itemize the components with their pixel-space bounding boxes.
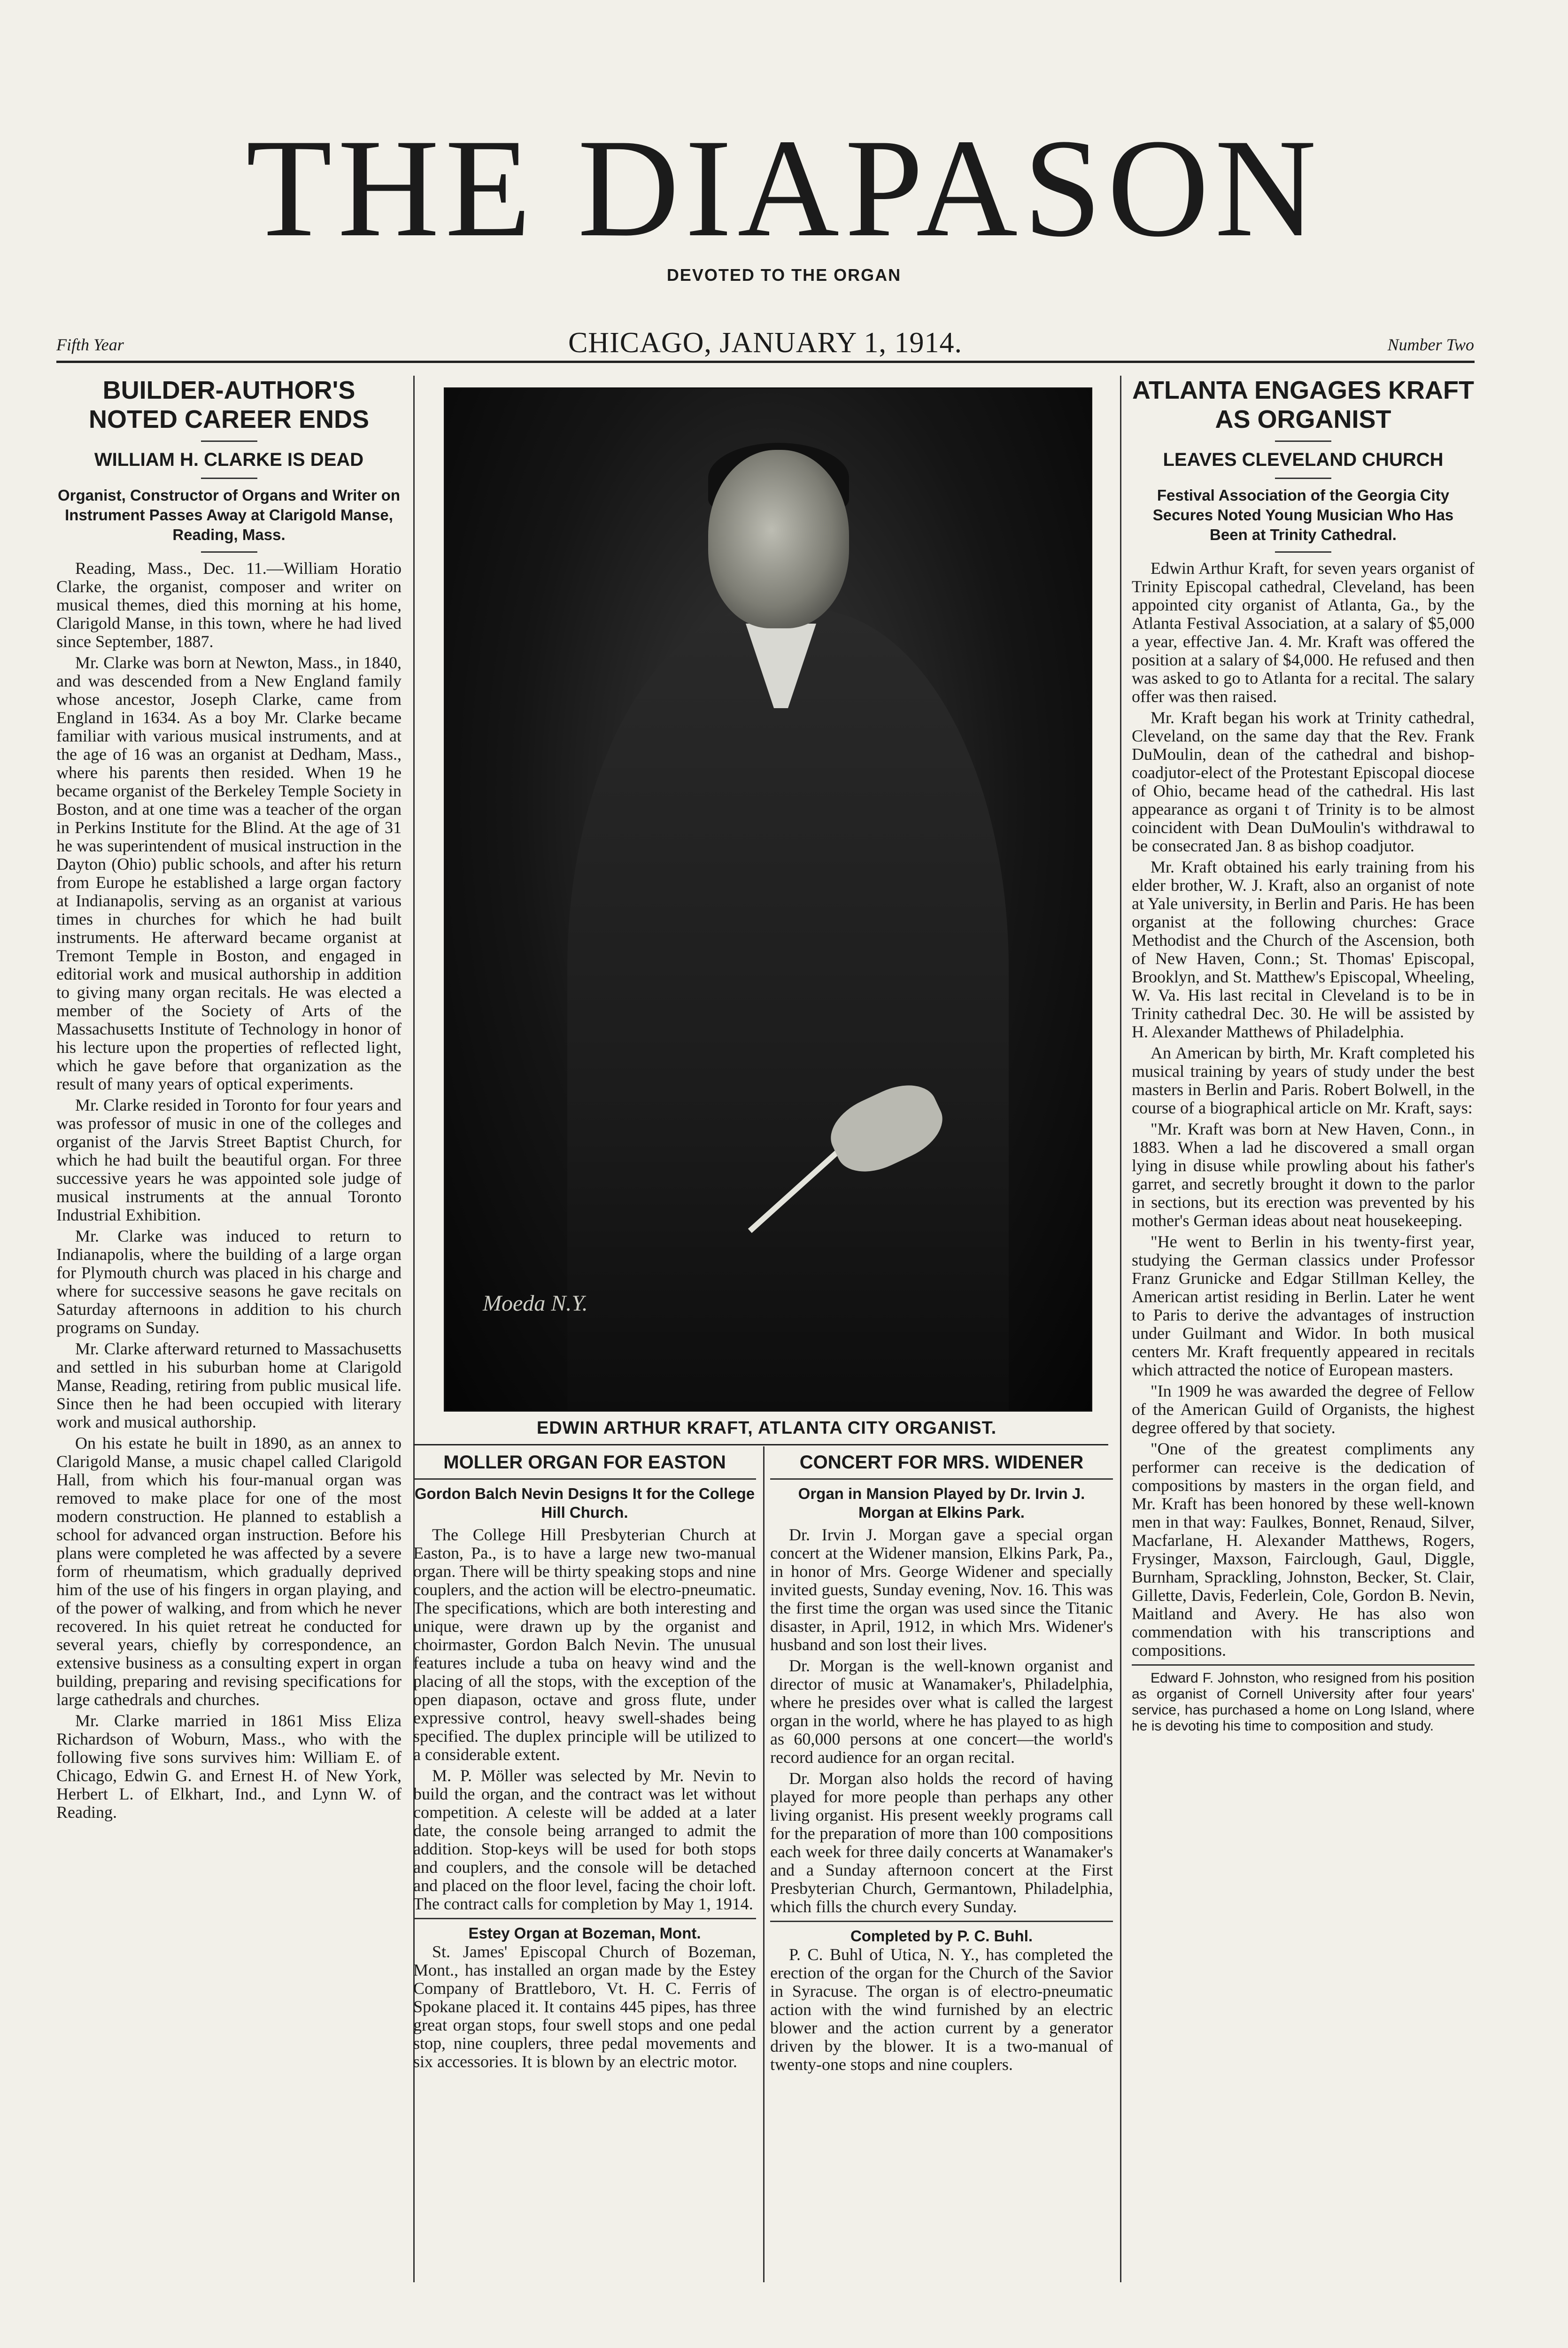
issue-number: Number Two (1387, 335, 1474, 354)
subhead-buhl: Completed by P. C. Buhl. (850, 1927, 1033, 1945)
article-moller (413, 1451, 756, 2074)
deck-clarke: Organist, Constructor of Organs and Writer on Instrument Passes Away at Clarigold Manse, Reading, Mass. (57, 487, 401, 543)
masthead-tagline: DEVOTED TO THE ORGAN (666, 265, 902, 285)
subhead-clarke: WILLIAM H. CLARKE IS DEAD (94, 449, 364, 470)
paragraph: Dr. Morgan also holds the record of having played for more people than perhaps any other living organist. His present weekly programs call for the preparation of more than 100 compositions each week for three daily concerts at Wanamaker's and a Sunday afternoon concert at the First Presbyterian Church, Germantown, Philadelphia, which fills the church every Sunday. (770, 1769, 1113, 1916)
divider (770, 1921, 1113, 1922)
divider (201, 551, 257, 553)
figure-body (567, 610, 1009, 1410)
divider (1275, 440, 1331, 442)
dateline: CHICAGO, JANUARY 1, 1914. (568, 327, 963, 359)
masthead-title: THE DIAPASON (246, 110, 1322, 266)
paragraph: "In 1909 he was awarded the degree of Fellow of the American Guild of Organists, the highest degree offered by that society. (1132, 1382, 1475, 1437)
volume-year: Fifth Year (56, 335, 124, 354)
dateline-bar (56, 326, 1474, 359)
paragraph: "He went to Berlin in his twenty-first year, studying the German classics under Professor Franz Grunicke and Edgar Stillman Kelley, the American artist residing in Berlin. Later he went to Paris to derive the advantages of instruction under Guilmant and Widor. In both musical centers Mr. Kraft frequently appeared in recitals which attracted the notice of European masters. (1132, 1232, 1475, 1379)
paragraph: M. P. Möller was selected by Mr. Nevin to build the organ, and the contract was let without competition. A celeste will be added at a later date, the console being arranged to admit the addition. Stop-keys will be used for both stops and couplers, and the console will be detached and placed on the floor level, facing the choir loft. The contract calls for completion by May 1, 1914. (413, 1766, 756, 1913)
masthead-rule (56, 361, 1475, 363)
column-rule (763, 1446, 765, 2282)
divider (1275, 551, 1331, 553)
article-widener (770, 1451, 1113, 2077)
headline-moller: MOLLER ORGAN FOR EASTON (443, 1452, 726, 1473)
divider (413, 1478, 756, 1480)
deck-widener: Organ in Mansion Played by Dr. Irvin J. Morgan at Elkins Park. (798, 1485, 1085, 1521)
portrait-photo (444, 387, 1092, 1412)
headline-kraft: ATLANTA ENGAGES KRAFT AS ORGANIST (1132, 376, 1474, 433)
news-note: Edward F. Johnston, who resigned from his position as organist of Cornell University after four years' service, has purchased a home on Long Island, where he is devoting his time to composition and study. (1132, 1670, 1475, 1734)
subhead-kraft: LEAVES CLEVELAND CHURCH (1163, 449, 1444, 470)
paragraph: The College Hill Presbyterian Church at Easton, Pa., is to have a large new two-manual organ. There will be thirty speaking stops and nine couplers, and the action will be electro-pneumatic. The specifications, which are both interesting and unique, were drawn up by the organist and choirmaster, Gordon Balch Nevin. The unusual features include a tuba on heavy wind and the placing of all the stops, with the exception of the open diapason, octave and gross flute, under expressive control, heavy swell-shades being specified. The duplex principle will be utilized to a considerable extent. (413, 1525, 756, 1764)
divider (1132, 1664, 1475, 1666)
paragraph: Mr. Kraft began his work at Trinity cathedral, Cleveland, on the same day that the Rev. Frank DuMoulin, dean of the cathedral and bishop-coadjutor-elect of the Protestant Episcopal diocese of Ohio, became head of the cathedral. His last appearance as organi t of Trinity is to be almost coincident with Dean DuMoulin's withdrawal to be consecrated Jan. 8 as bishop coadjutor. (1132, 708, 1475, 855)
figure-head (708, 450, 849, 628)
article-clarke (56, 376, 402, 1824)
caption-rule (413, 1444, 1108, 1445)
subhead-estey: Estey Organ at Bozeman, Mont. (468, 1924, 701, 1942)
paragraph: Reading, Mass., Dec. 11.—William Horatio Clarke, the organist, composer and writer on musical themes, died this morning at his home, Clarigold Manse, in this town, where he had lived since September, 1887. (56, 559, 402, 651)
deck-kraft: Festival Association of the Georgia City Secures Noted Young Musician Who Has Been at Trinity Cathedral. (1152, 487, 1454, 543)
column-rule (1120, 376, 1121, 2282)
divider (413, 1918, 756, 1919)
divider (201, 478, 257, 479)
photographer-signature: Moeda N.Y. (483, 1291, 588, 1316)
paragraph: Edwin Arthur Kraft, for seven years organist of Trinity Episcopal cathedral, Cleveland, has been appointed city organist of Atlanta, Ga., by the Atlanta Festival Association, at a salary of $5,000 a year, effective Jan. 4. Mr. Kraft was offered the position at a salary of $4,000. He refused and then was asked to go to Atlanta for a recital. The salary offer was then raised. (1132, 559, 1475, 706)
paragraph: Mr. Clarke afterward returned to Massachusetts and settled in his suburban home at Clarigold Manse, Reading, retiring from public musical life. Since then he had been occupied with literary work and musical authorship. (56, 1339, 402, 1431)
paragraph: An American by birth, Mr. Kraft completed his musical training by years of study under the best masters in Berlin and Paris. Robert Bolwell, in the course of a biographical article on Mr. Kraft, says: (1132, 1043, 1475, 1117)
paragraph: Mr. Clarke married in 1861 Miss Eliza Richardson of Woburn, Mass., who with the following five sons survives him: William E. of Chicago, Edwin G. and Ernest H. of New York, Herbert L. of Elkhart, Ind., and Lynn W. of Reading. (56, 1711, 402, 1822)
article-kraft (1132, 376, 1475, 1737)
paragraph: St. James' Episcopal Church of Bozeman, Mont., has installed an organ made by the Estey Company of Brattleboro, Vt. H. C. Ferris of Spokane placed it. It contains 445 pipes, has three great organ stops, four swell stops and one pedal stop, nine couplers, three pedal movements and six accessories. It is blown by an electric motor. (413, 1942, 756, 2071)
deck-moller: Gordon Balch Nevin Designs It for the College Hill Church. (414, 1485, 755, 1521)
headline-clarke: BUILDER-AUTHOR'S NOTED CAREER ENDS (88, 376, 370, 433)
paragraph: Mr. Clarke was born at Newton, Mass., in 1840, and was descended from a New England family whose ancestor, Joseph Clarke, came from England in 1634. As a boy Mr. Clarke became familiar with various musical instruments, and at the age of 16 was an organist at Dedham, Mass., where his parents then resided. When 19 he became organist of the Berkeley Temple Society in Boston, and at one time was a teacher of the organ in Perkins Institute for the Blind. At the age of 31 he was superintendent of musical instruction in the Dayton (Ohio) public schools, and after his return from Europe he established a large organ factory at Indianapolis, serving as an organist at various times in churches for which he had built instruments. He afterward became organist at Tremont Temple in Boston, and engaged in editorial work and musical authorship in addition to giving many organ recitals. He was elected a member of the Society of Arts of the Massachusetts Institute of Technology in honor of his lecture upon the properties of reflected light, which he gave before that organization as the result of many years of optical experiments. (56, 653, 402, 1093)
paragraph: P. C. Buhl of Utica, N. Y., has completed the erection of the organ for the Church of the Savior in Syracuse. The organ is of electro-pneumatic action with the wind furnished by an electric blower and the action current by a generator driven by the blower. It is a two-manual of twenty-one stops and nine couplers. (770, 1945, 1113, 2074)
photo-caption: EDWIN ARTHUR KRAFT, ATLANTA CITY ORGANIST. (536, 1418, 997, 1438)
paragraph: Mr. Kraft obtained his early training from his elder brother, W. J. Kraft, also an organist of note at Yale university, in Berlin and Paris. He has been organist at the following churches: Grace Methodist and the Church of the Ascension, both of New Haven, Conn.; St. Thomas' Episcopal, Brooklyn, and St. Matthew's Episcopal, Wheeling, W. Va. His last recital in Cleveland is to be in Trinity cathedral Dec. 30. He will be assisted by H. Alexander Matthews of Philadelphia. (1132, 857, 1475, 1041)
paragraph: "Mr. Kraft was born at New Haven, Conn., in 1883. When a lad he discovered a small organ lying in disuse while prowling about his father's garret, and secretly brought it down to the parlor in sections, but its erection was prevented by his mother's German ideas about neat housekeeping. (1132, 1120, 1475, 1230)
divider (1275, 478, 1331, 479)
headline-widener: CONCERT FOR MRS. WIDENER (799, 1452, 1084, 1473)
divider (770, 1478, 1113, 1480)
paragraph: Dr. Morgan is the well-known organist and director of music at Wanamaker's, Philadelphia, where he presides over what is called the largest organ in the world, where he has played to as high as 60,000 persons at one concert—the world's record audience for an organ recital. (770, 1656, 1113, 1767)
divider (201, 440, 257, 442)
paragraph: On his estate he built in 1890, as an annex to Clarigold Manse, a music chapel called Clarigold Hall, from which his four-manual organ was removed to make place for one of the most modern construction. He planned to establish a school for advanced organ instruction. Before his plans were completed he was affected by a severe form of rheumatism, which gradually deprived him of the use of his fingers in organ playing, and of the power of walking, and from which he never recovered. In his quiet retreat he conducted for several years, chiefly by correspondence, an extensive business as a consulting expert in organ building, preparing and revising specifications for large cathedrals and churches. (56, 1434, 402, 1709)
paragraph: "One of the greatest compliments any performer can receive is the dedication of compositions by masters in the organ field, and Mr. Kraft has been honored by these well-known men in that way: Faulkes, Bonnet, Renaud, Silver, Macfarlane, H. Alexander Matthews, Rogers, Frysinger, Maxson, Fairclough, Gaul, Diggle, Burnham, Sprackling, Johnston, Becker, St. Clair, Gillette, Davis, Federlein, Cole, Gordon B. Nevin, Maitland and Avery. He has also won commendation with his transcriptions and compositions. (1132, 1439, 1475, 1660)
paragraph: Mr. Clarke was induced to return to Indianapolis, where the building of a large organ for Plymouth church was placed in his charge and where for successive seasons he gave recitals on Saturday afternoons in addition to his church programs on Sunday. (56, 1227, 402, 1337)
paragraph: Dr. Irvin J. Morgan gave a special organ concert at the Widener mansion, Elkins Park, Pa., in honor of Mrs. George Widener and specially invited guests, Sunday evening, Nov. 16. This was the first time the organ was used since the Titanic disaster, in April, 1912, in which Mrs. Widener's husband and son lost their lives. (770, 1525, 1113, 1654)
paragraph: Mr. Clarke resided in Toronto for four years and was professor of music in one of the colleges and organist of the Jarvis Street Baptist Church, for which he had built the beautiful organ. For three successive years he was appointed sole judge of musical instruments at the annual Toronto Industrial Exhibition. (56, 1096, 402, 1224)
